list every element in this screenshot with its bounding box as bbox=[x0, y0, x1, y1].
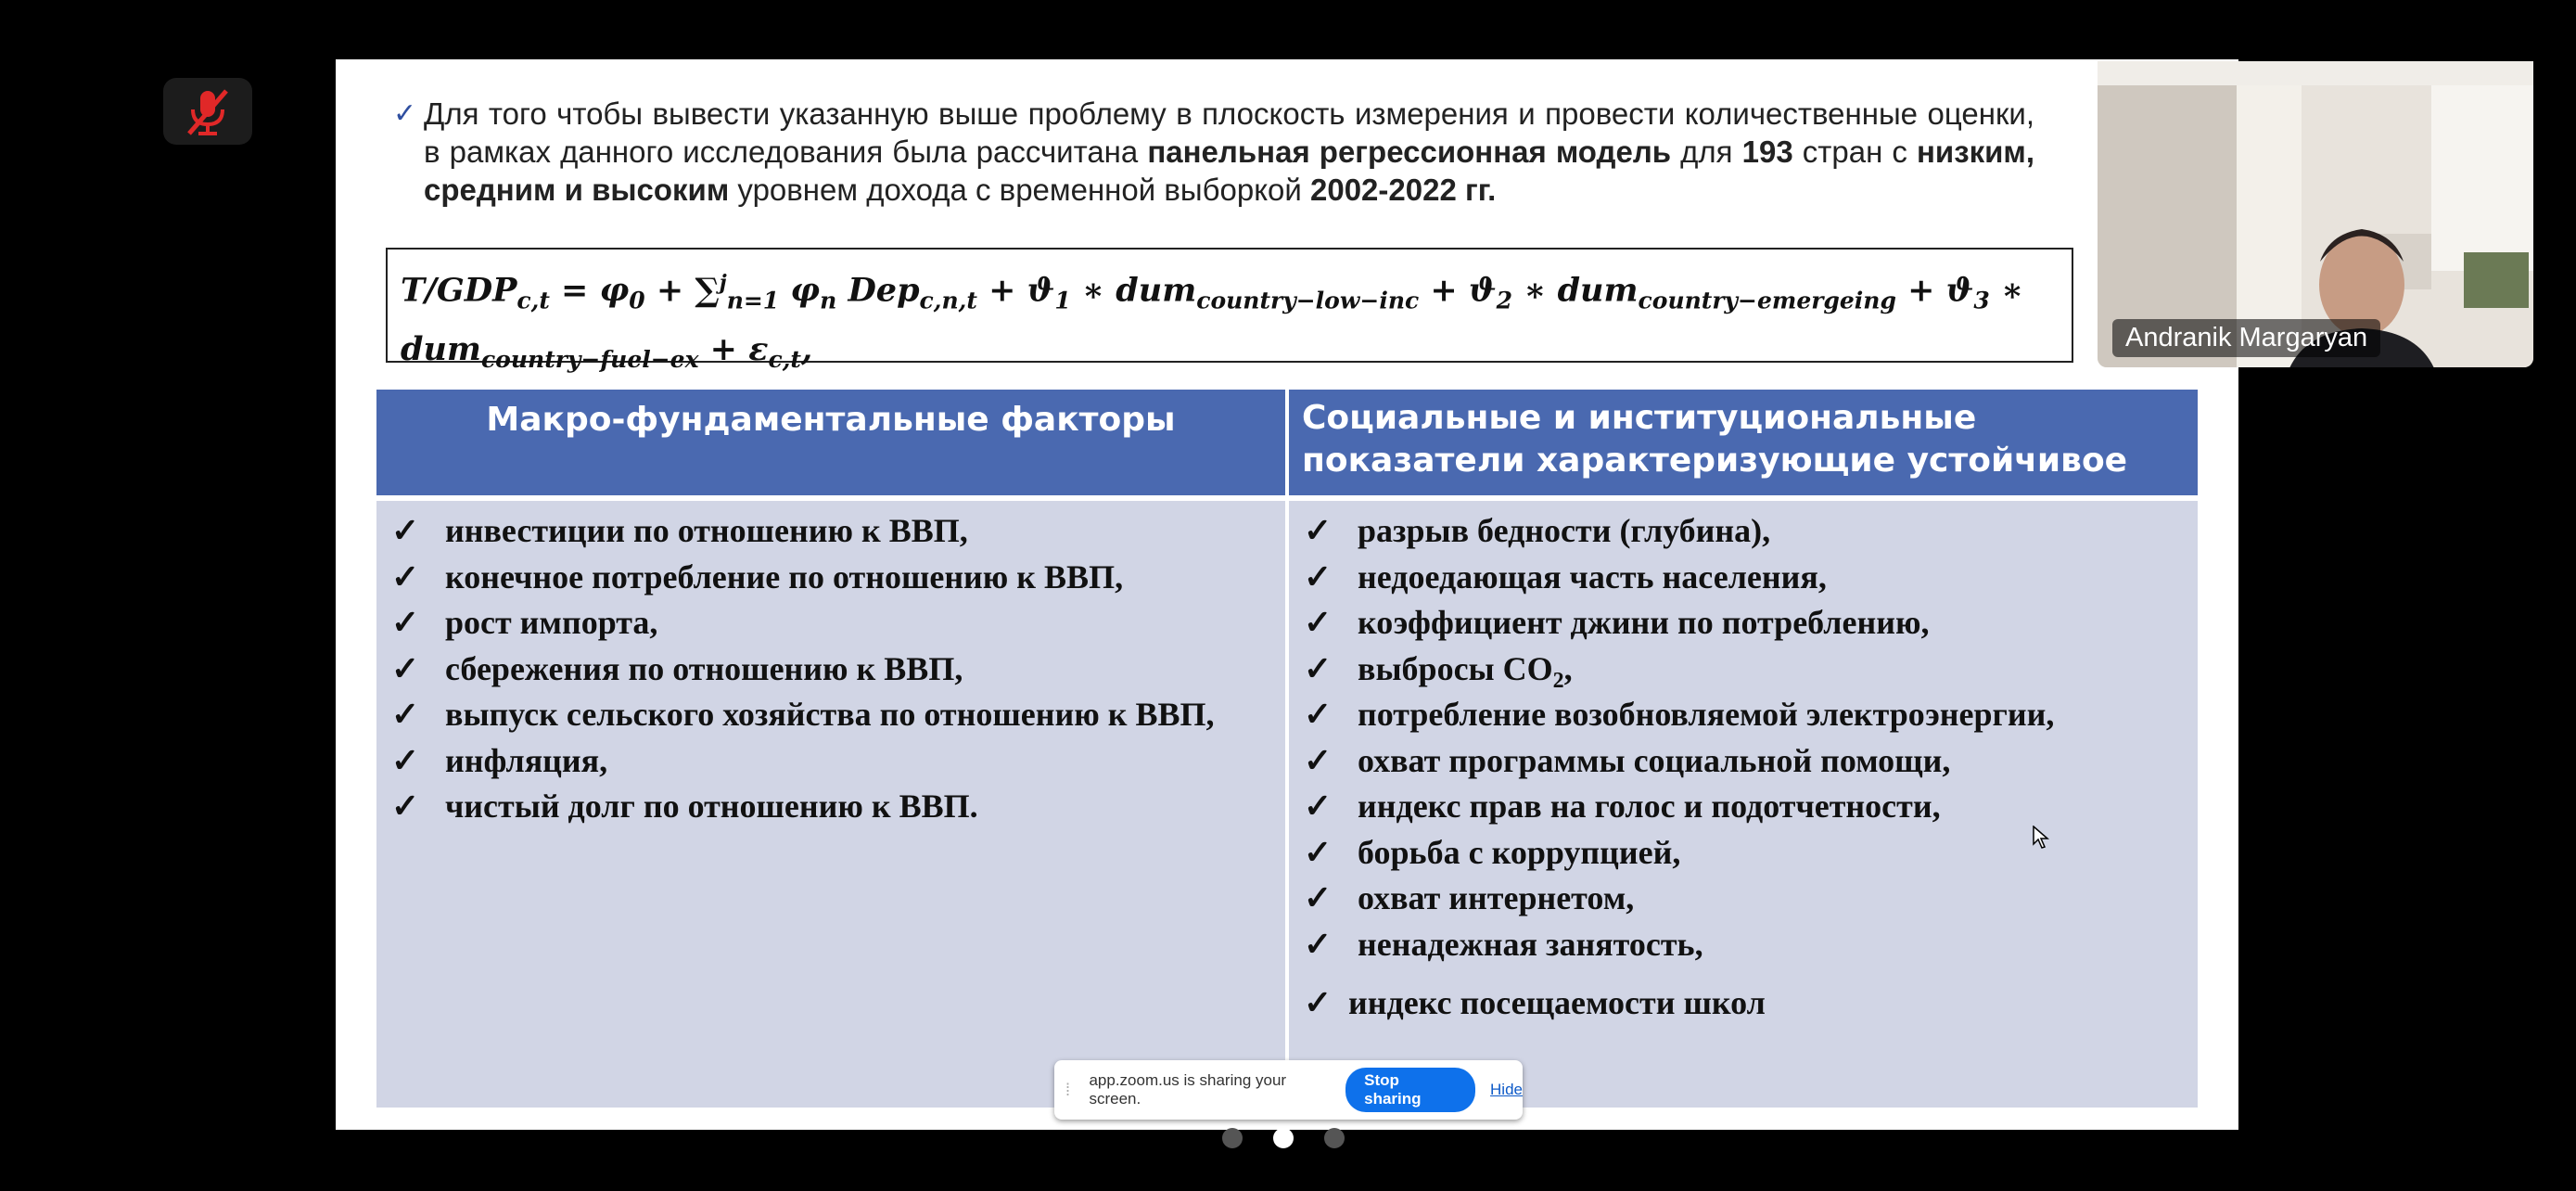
list-item bbox=[1304, 922, 2198, 968]
list-item-label: сбережения по отношению к ВВП, bbox=[445, 649, 963, 687]
list-item bbox=[1304, 830, 2198, 877]
check-icon: ✓ bbox=[391, 788, 420, 825]
list-item-label: ненадежная занятость, bbox=[1358, 925, 1703, 963]
intro-text: для bbox=[1671, 134, 1742, 169]
check-icon: ✓ bbox=[1304, 604, 1333, 641]
list-item-label: потребление возобновляемой электроэнергии, bbox=[1358, 696, 2055, 733]
list-item-label: выпуск сельского хозяйства по отношению к ВВП, bbox=[445, 696, 1215, 733]
check-icon: ✓ bbox=[391, 741, 420, 779]
list-item bbox=[391, 508, 1285, 555]
participant-name: Andranik Margaryan bbox=[2112, 319, 2380, 357]
list-item bbox=[391, 600, 1285, 647]
intro-bold: 2002-2022 гг. bbox=[1309, 173, 1497, 207]
list-item bbox=[1304, 876, 2198, 922]
check-icon: ✓ bbox=[1304, 512, 1333, 549]
formula-term: T/GDP bbox=[401, 271, 517, 310]
check-icon: ✓ bbox=[1304, 696, 1333, 733]
check-icon: ✓ bbox=[1304, 649, 1333, 687]
list-item-label: борьба с коррупцией, bbox=[1358, 833, 1681, 871]
list-item bbox=[1304, 647, 2198, 693]
intro-bold: 193 bbox=[1741, 134, 1793, 169]
cursor-icon bbox=[2033, 826, 2051, 850]
table-body-right bbox=[1289, 501, 2198, 1108]
regression-formula: $T/GDP_{c,t} = \varphi_0 + \sum^j_{n=1}$ $\varphi_n$ $Dep_{c,n,t} + ϑ_1$ ∗ $dum_{country-low-inc} + ϑ_2$ ∗ $dum_{country-emergeing} + ϑ_3$ ∗ $dum_{country-fuel-ex} + \varepsilon_{c,t}$, bbox=[386, 248, 2073, 363]
list-item bbox=[1304, 600, 2198, 647]
list-item-label: разрыв бедности (глубина), bbox=[1358, 512, 1771, 549]
participant-video[interactable] bbox=[2098, 61, 2533, 367]
list-item-label: охват программы социальной помощи, bbox=[1358, 741, 1951, 779]
check-icon: ✓ bbox=[391, 512, 420, 549]
list-item-label: инвестиции по отношению к ВВП, bbox=[445, 512, 968, 549]
check-icon: ✓ bbox=[391, 557, 420, 596]
check-icon: ✓ bbox=[1304, 788, 1333, 825]
share-status-text: app.zoom.us is sharing your screen. bbox=[1089, 1071, 1287, 1108]
check-icon: ✓ bbox=[1304, 557, 1333, 596]
page-dot[interactable] bbox=[1222, 1128, 1243, 1148]
intro-bold: низким, средним и высоким bbox=[424, 134, 2034, 207]
check-icon: ✓ bbox=[1304, 925, 1333, 963]
check-icon: ✓ bbox=[391, 649, 420, 687]
list-item-label: инфляция, bbox=[445, 741, 608, 779]
hide-share-bar-link[interactable]: Hide bbox=[1490, 1081, 1523, 1098]
drag-grip-icon[interactable]: ⁞ bbox=[1065, 1080, 1071, 1099]
stop-sharing-button[interactable]: Stop sharing bbox=[1345, 1068, 1475, 1112]
list-item bbox=[1304, 508, 2198, 555]
list-item-label: рост импорта, bbox=[445, 604, 658, 641]
check-icon: ✓ bbox=[1304, 833, 1333, 871]
list-item bbox=[1304, 738, 2198, 785]
check-icon: ✓ bbox=[1304, 741, 1333, 779]
intro-text: уровнем дохода с временной выборкой bbox=[729, 173, 1310, 207]
formula-term: dum bbox=[401, 329, 481, 368]
list-item bbox=[391, 555, 1285, 601]
list-item bbox=[1304, 784, 2198, 830]
list-item bbox=[391, 692, 1285, 738]
shared-slide bbox=[336, 59, 2238, 1130]
check-icon: ✓ bbox=[1304, 984, 1333, 1021]
list-item-label: охват интернетом, bbox=[1358, 879, 1635, 916]
list-item bbox=[1304, 980, 2198, 1027]
list-item-label: выбросы $CO_2$, bbox=[1358, 649, 1573, 693]
page-dots bbox=[1222, 1128, 1345, 1148]
check-icon: ✓ bbox=[391, 604, 420, 641]
list-item-label: конечное потребление по отношению к ВВП, bbox=[445, 557, 1124, 596]
list-item-label: индекс посещаемости школ bbox=[1348, 984, 1766, 1021]
intro-text: стран с bbox=[1792, 134, 1917, 169]
table-header-right: Социальные и институциональные показатели характеризующие устойчивое bbox=[1289, 390, 2198, 495]
mute-button[interactable] bbox=[163, 78, 252, 145]
intro-text: Для того чтобы вывести указанную выше проблему в плоскость измерения и провести количественные оценки, в рамках данного исследования была рассчитана bbox=[424, 96, 2034, 169]
intro-bold: панельная регрессионная модель bbox=[1147, 134, 1672, 169]
page-dot[interactable] bbox=[1273, 1128, 1294, 1148]
list-item bbox=[1304, 692, 2198, 738]
list-item bbox=[1304, 555, 2198, 601]
list-item bbox=[391, 647, 1285, 693]
page-dot[interactable] bbox=[1324, 1128, 1345, 1148]
check-icon: ✓ bbox=[1304, 879, 1333, 916]
list-item bbox=[391, 738, 1285, 785]
check-icon: ✓ bbox=[393, 98, 417, 129]
check-icon: ✓ bbox=[391, 696, 420, 733]
screen-share-bar bbox=[1054, 1060, 1523, 1120]
mic-muted-icon bbox=[182, 85, 234, 137]
list-item-label: недоедающая часть населения, bbox=[1358, 557, 1827, 596]
table-header-left: Макро-фундаментальные факторы bbox=[376, 390, 1285, 495]
table-body-left bbox=[376, 501, 1285, 1108]
intro-paragraph bbox=[393, 95, 2034, 209]
list-item-label: индекс прав на голос и подотчетности, bbox=[1358, 788, 1941, 825]
list-item bbox=[391, 784, 1285, 830]
list-item-label: чистый долг по отношению к ВВП. bbox=[445, 788, 978, 825]
factors-table bbox=[376, 390, 2198, 1108]
list-item-label: коэффициент джини по потреблению, bbox=[1358, 604, 1930, 641]
